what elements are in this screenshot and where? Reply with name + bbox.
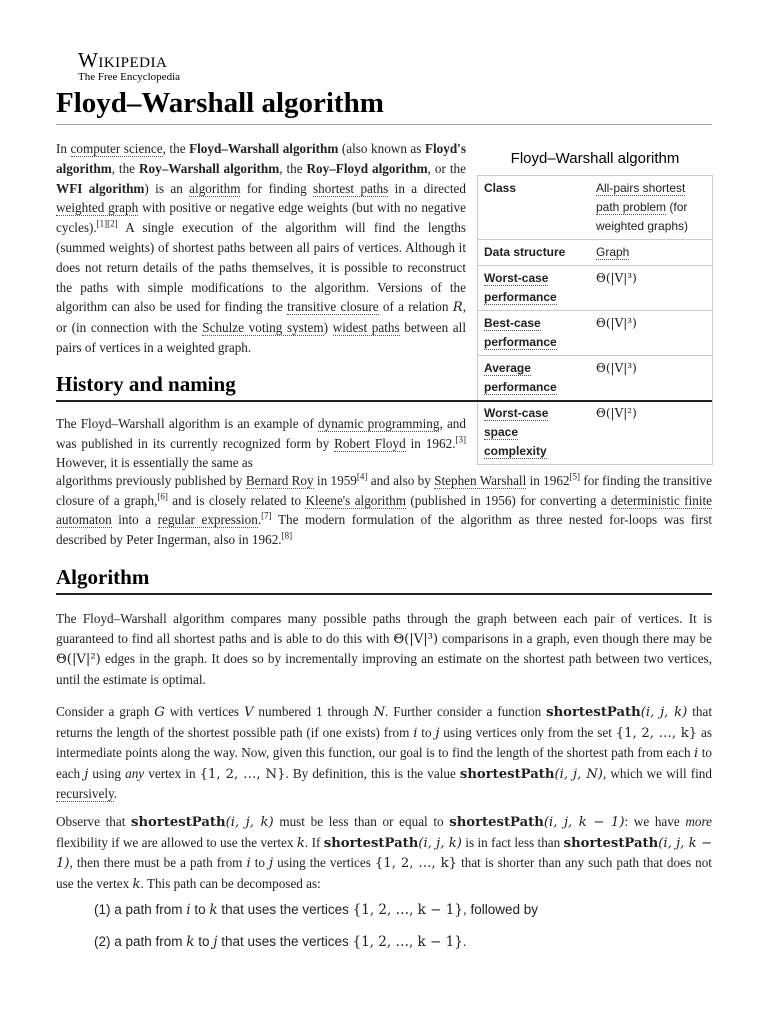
text: and is closely related to xyxy=(167,492,306,508)
link-bernard-roy[interactable]: Bernard Roy xyxy=(245,473,314,488)
text: . Further consider a function xyxy=(385,704,547,719)
math-i: i xyxy=(186,902,191,918)
text: in 1962 xyxy=(526,473,570,488)
reference-3[interactable]: [3] xyxy=(455,434,466,445)
text: Consider a graph xyxy=(56,704,155,719)
infobox-row xyxy=(478,240,713,266)
text: to each xyxy=(56,745,712,781)
text: must be less than or equal to xyxy=(273,814,450,829)
infobox-label: Data structure xyxy=(478,240,591,266)
text: to xyxy=(250,855,269,871)
text: : we have xyxy=(624,814,686,829)
text: ) xyxy=(323,320,333,336)
math-N: N xyxy=(373,705,386,720)
math-R: R xyxy=(452,300,463,316)
algorithm-paragraph-2 xyxy=(56,702,712,804)
text: . This path can be decomposed as: xyxy=(140,875,321,891)
math-shortestpath: shortestPath xyxy=(546,705,641,720)
math-j: j xyxy=(213,934,218,950)
text: flexibility if we are allowed to use the vertex xyxy=(56,834,297,850)
text: in 1962. xyxy=(405,435,456,451)
text: , or the xyxy=(427,160,466,176)
infobox-row xyxy=(478,266,713,311)
history-paragraph-1 xyxy=(56,414,466,473)
text: vertex in xyxy=(144,765,200,781)
text: numbered 1 through xyxy=(253,704,374,719)
math-V: V xyxy=(243,705,254,720)
math-shortestpath: shortestPath xyxy=(563,835,659,851)
lead-paragraph xyxy=(56,139,466,358)
text: The Floyd–Warshall algorithm compares many possible paths through the graph between each pair of vertices. It is guaranteed to find all shortest paths and is able to do this with xyxy=(56,611,712,646)
link-regular-expression[interactable]: regular expression xyxy=(157,512,258,528)
infobox-title: Floyd–Warshall algorithm xyxy=(510,150,680,167)
infobox-value xyxy=(590,176,713,240)
text: is in fact less than xyxy=(461,834,564,850)
page-title: Floyd–Warshall algorithm xyxy=(56,84,712,125)
text: algorithms previously published by xyxy=(56,473,246,488)
math-shortestpath: shortestPath xyxy=(449,815,544,830)
list-item xyxy=(94,934,467,950)
text: using xyxy=(88,765,126,781)
text: to xyxy=(417,724,436,740)
text: Best-case performance xyxy=(484,316,557,349)
math-j: j xyxy=(84,766,89,782)
text: . xyxy=(257,512,262,528)
infobox-label: Class xyxy=(478,176,591,240)
reference-1[interactable]: [1] xyxy=(96,218,108,229)
link-weighted-graph[interactable]: weighted graph xyxy=(56,200,139,216)
text: . By definition, this is the value xyxy=(285,765,460,781)
math-args: (i, j, k − 1) xyxy=(543,815,625,830)
text: , the xyxy=(111,160,139,176)
text: in a directed xyxy=(388,180,466,196)
text: Worst-case space complexity xyxy=(484,406,549,458)
link-computer-science[interactable]: computer science xyxy=(70,141,163,156)
bold-term: Roy–Floyd algorithm xyxy=(306,160,428,176)
math-args: (i, j, k − 1) xyxy=(56,835,713,872)
reference-5[interactable]: [5] xyxy=(569,471,581,482)
text: , then there must be a path from xyxy=(69,855,247,871)
infobox-value: Θ(|V|³) xyxy=(590,356,713,401)
text: of a relation xyxy=(378,299,453,315)
text: . xyxy=(113,786,118,802)
text: , which we will find xyxy=(602,765,712,781)
reference-4[interactable]: [4] xyxy=(356,471,368,482)
link-kleenes-algorithm[interactable]: Kleene's algorithm xyxy=(305,492,406,508)
text: with positive or negative edge weights (but with no negative cycles). xyxy=(56,200,466,236)
text: . xyxy=(462,934,467,949)
math-k: k xyxy=(296,835,305,851)
link-shortest-paths[interactable]: shortest paths xyxy=(313,180,389,196)
infobox-label[interactable] xyxy=(478,266,591,311)
text: Observe that xyxy=(56,814,132,829)
bold-term: Roy–Warshall algorithm xyxy=(138,160,280,176)
math-args: (i, j, k) xyxy=(418,835,462,851)
emphasis-any: any xyxy=(125,765,145,781)
link-widest-paths[interactable]: widest paths xyxy=(332,320,400,336)
text: between all pairs of vertices in a weighted graph. xyxy=(56,320,466,355)
emphasis-more: more xyxy=(685,814,712,829)
math-k: k xyxy=(186,934,195,950)
algorithm-paragraph-1 xyxy=(56,609,712,689)
math-shortestpath: shortestPath xyxy=(131,815,226,830)
text: that is shorter than any such path that does not use the vertex xyxy=(56,855,712,891)
heading-algorithm: Algorithm xyxy=(56,563,712,595)
link-recursively[interactable]: recursively xyxy=(56,786,114,802)
text: edges in the graph. It does so by incrementally improving an estimate on the shortest path between two vertices, until the estimate is optimal. xyxy=(56,651,712,687)
text: Average performance xyxy=(484,361,557,394)
heading-history: History and naming xyxy=(56,370,712,402)
reference-6[interactable]: [6] xyxy=(157,491,168,502)
reference-7[interactable]: [7] xyxy=(261,510,272,521)
logo-wordmark: Wikipedia xyxy=(78,48,168,72)
text: for finding the transitive closure of a graph, xyxy=(56,473,712,508)
link-all-pairs-shortest-path[interactable]: All-pairs shortest path problem xyxy=(596,181,686,214)
text: into a xyxy=(111,512,158,528)
text: A single execution of the algorithm will find the lengths (summed weights) of shortest paths between all pairs of vertices. Although it does not return details of the paths themselves, it is possible to reconstruct the paths with simple modifications to the algorithm. Versions of the algorithm can also be used for finding the xyxy=(56,220,466,315)
text: for finding xyxy=(240,180,314,196)
text: that returns the length of the shortest possible path (if one exists) from xyxy=(56,704,712,740)
infobox-row xyxy=(478,311,713,356)
infobox-label[interactable] xyxy=(478,311,591,356)
text: , followed by xyxy=(462,902,538,917)
math-set: {1, 2, …, k − 1} xyxy=(352,902,463,918)
text: to xyxy=(190,902,210,917)
text: (1) a path from xyxy=(94,902,187,917)
logo-tagline: The Free Encyclopedia xyxy=(78,71,181,83)
math-args: (i, j, k) xyxy=(640,705,688,720)
link-schulze-voting[interactable]: Schulze voting system xyxy=(202,320,324,336)
algorithm-paragraph-3 xyxy=(56,812,712,894)
text: , and was published in its currently recognized form by xyxy=(56,416,466,451)
text: In xyxy=(56,141,71,156)
text: However, it is essentially the same as xyxy=(56,455,253,471)
reference-8[interactable]: [8] xyxy=(281,530,293,541)
text: (for weighted graphs) xyxy=(596,200,689,233)
text: comparisons in a graph, even though there may be xyxy=(438,630,712,646)
math-shortestpath: shortestPath xyxy=(323,835,419,851)
math-i: i xyxy=(246,856,251,872)
math-i: i xyxy=(413,725,418,741)
text: as intermediate points along the way. Now, given this function, our goal is to find the length of the shortest path from each xyxy=(56,724,712,761)
list-item xyxy=(94,902,538,918)
text: The modern formulation of the algorithm as three nested for-loops was first described by Peter Ingerman, also in 1962. xyxy=(56,512,712,547)
history-paragraph-2 xyxy=(56,471,712,549)
bold-term: WFI algorithm xyxy=(56,180,145,196)
text: . If xyxy=(304,834,324,850)
math-k: k xyxy=(209,902,218,918)
text: (published in 1956) for converting a xyxy=(405,492,611,508)
text: in 1959 xyxy=(313,473,357,488)
infobox-value: Θ(|V|³) xyxy=(590,266,713,311)
text: using the vertices xyxy=(273,855,375,871)
math-args: (i, j, k) xyxy=(225,815,274,830)
text: , the xyxy=(162,141,190,156)
bold-term: Floyd–Warshall algorithm xyxy=(189,141,339,156)
infobox-row xyxy=(478,401,713,465)
reference-2[interactable]: [2] xyxy=(107,218,118,229)
text: and also by xyxy=(367,473,435,488)
text: , or (in connection with the xyxy=(56,299,466,336)
text: using vertices only from the set xyxy=(439,724,616,740)
math-k: k xyxy=(132,876,141,892)
wikipedia-logo[interactable] xyxy=(78,50,180,83)
text: to xyxy=(194,934,214,949)
text: that uses the vertices xyxy=(217,934,353,949)
link-transitive-closure[interactable]: transitive closure xyxy=(287,299,379,315)
text: ) is an xyxy=(144,180,190,196)
text: that uses the vertices xyxy=(217,902,353,917)
text: Worst-case performance xyxy=(484,271,557,304)
infobox-table xyxy=(477,175,713,465)
link-robert-floyd[interactable]: Robert Floyd xyxy=(334,435,406,451)
link-algorithm[interactable]: algorithm xyxy=(189,180,241,196)
math-j: j xyxy=(269,856,274,872)
math-G: G xyxy=(154,705,165,720)
link-stephen-warshall[interactable]: Stephen Warshall xyxy=(434,473,527,488)
text: (2) a path from xyxy=(94,934,187,949)
infobox-label[interactable] xyxy=(478,401,591,465)
link-graph[interactable]: Graph xyxy=(596,245,630,259)
math-shortestpath: shortestPath xyxy=(459,766,555,782)
infobox-value xyxy=(590,240,713,266)
math-set-n: {1, 2, …, N} xyxy=(199,766,286,782)
math-i: i xyxy=(694,746,699,762)
infobox-value: Θ(|V|³) xyxy=(590,311,713,356)
math-set-k: {1, 2, …, k} xyxy=(374,856,458,872)
text: , the xyxy=(279,160,307,176)
infobox xyxy=(477,144,713,465)
math-j: j xyxy=(435,725,440,741)
text: The Floyd–Warshall algorithm is an example of xyxy=(56,416,319,431)
math-args: (i, j, N) xyxy=(554,766,603,782)
infobox-value: Θ(|V|²) xyxy=(590,401,713,465)
link-dfa[interactable]: deterministic finite automaton xyxy=(56,492,713,528)
math-set-k: {1, 2, …, k} xyxy=(615,725,698,741)
math-theta-v3: Θ(|V|³) xyxy=(393,631,439,647)
infobox-row xyxy=(478,176,713,240)
text: (also known as xyxy=(338,141,425,156)
text: with vertices xyxy=(164,704,244,719)
math-theta-v2: Θ(|V|²) xyxy=(56,652,101,668)
link-dynamic-programming[interactable]: dynamic programming xyxy=(318,416,440,431)
math-set: {1, 2, …, k − 1} xyxy=(352,934,463,950)
bold-term: Floyd's algorithm xyxy=(56,141,466,176)
